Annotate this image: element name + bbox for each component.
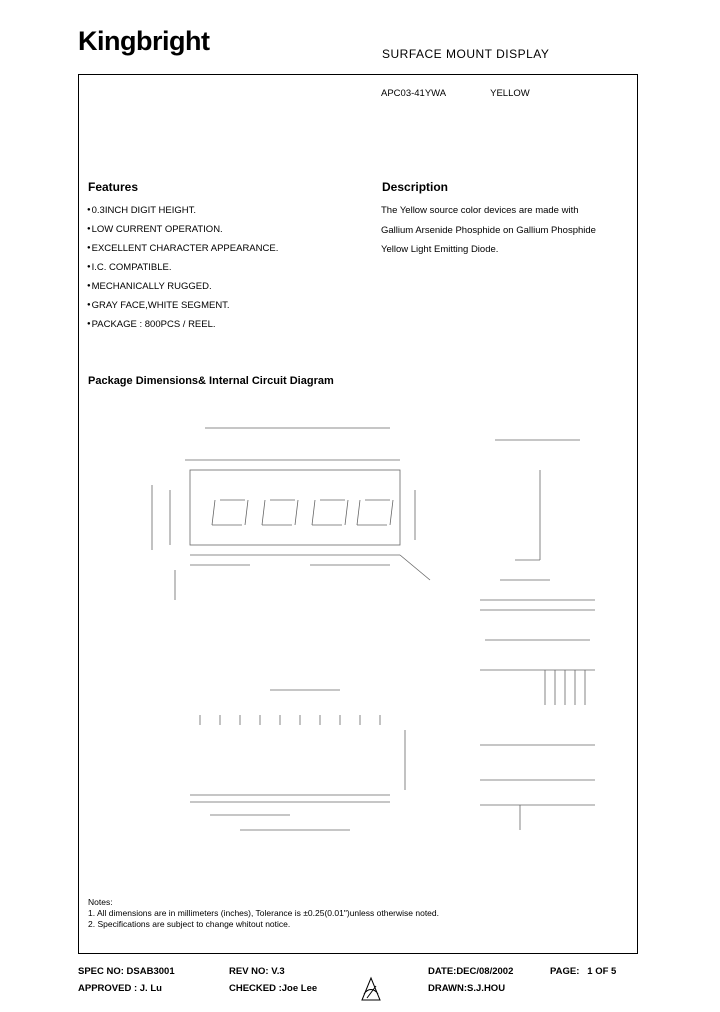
kingbright-logo: Kingbright: [78, 26, 210, 56]
signature-stamp: [358, 974, 384, 1004]
feature-item: ● GRAY FACE,WHITE SEGMENT.: [87, 296, 278, 315]
feature-item: ● 0.3INCH DIGIT HEIGHT.: [87, 201, 278, 220]
notes-section: [88, 897, 439, 930]
notes-heading: Notes:: [88, 897, 113, 907]
feature-item: ● LOW CURRENT OPERATION.: [87, 220, 278, 239]
description-text: [381, 201, 631, 260]
part-number: APC03-41YWA: [381, 88, 447, 99]
revision-number: REV NO: V.3: [229, 966, 285, 977]
spec-number: SPEC NO: DSAB3001: [78, 966, 175, 977]
drawn-by: DRAWN:S.J.HOU: [428, 983, 506, 994]
note-item: 1. All dimensions are in millimeters (inches), Tolerance is ±0.25(0.01")unless otherwise noted.: [88, 908, 439, 918]
document-date: DATE:DEC/08/2002: [428, 966, 514, 977]
package-heading: Package Dimensions& Internal Circuit Diagram: [88, 375, 334, 387]
checked-by: CHECKED :Joe Lee: [229, 983, 318, 994]
feature-item: ● PACKAGE : 800PCS / REEL.: [87, 315, 278, 334]
document-title: SURFACE MOUNT DISPLAY: [382, 47, 550, 61]
part-info: [381, 88, 530, 99]
feature-item: ● EXCELLENT CHARACTER APPEARANCE.: [87, 239, 278, 258]
approved-by: APPROVED : J. Lu: [78, 983, 162, 994]
features-heading: Features: [88, 180, 139, 194]
part-color: YELLOW: [490, 88, 530, 99]
feature-item: ● MECHANICALLY RUGGED.: [87, 277, 278, 296]
description-line: Gallium Arsenide Phosphide on Gallium Phosphide: [381, 224, 596, 236]
features-list: [87, 201, 278, 334]
package-dimension-drawing: [130, 400, 610, 850]
description-line: Yellow Light Emitting Diode.: [381, 244, 499, 255]
digit-outline: [212, 500, 393, 525]
page-number: PAGE: 1 OF 5: [550, 966, 617, 977]
description-heading: Description: [382, 180, 449, 194]
feature-item: ● I.C. COMPATIBLE.: [87, 258, 278, 277]
description-line: The Yellow source color devices are made with: [381, 205, 579, 216]
note-item: 2. Specifications are subject to change whitout notice.: [88, 919, 291, 929]
